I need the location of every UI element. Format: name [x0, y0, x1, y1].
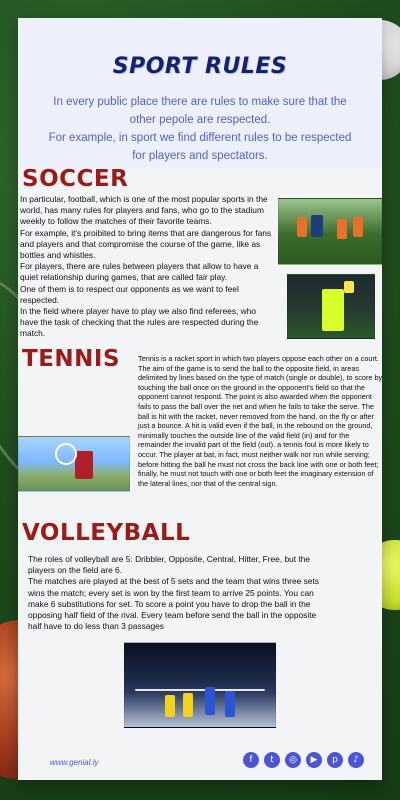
volleyball-photo	[124, 642, 276, 728]
header-panel	[18, 18, 382, 168]
referee-figure	[322, 289, 344, 331]
referee-photo	[287, 274, 375, 339]
volleyball-player-figure	[165, 695, 175, 717]
section-title-tennis: TENNIS	[22, 346, 121, 372]
instagram-icon[interactable]: ◎	[285, 752, 301, 768]
yellow-card-icon	[344, 281, 354, 293]
facebook-icon[interactable]: f	[243, 752, 259, 768]
section-text-volleyball: The roles of volleyball are 5: Dribbler, Opposite, Central, Hitter, Free, but the players on the field are 6. The matches are played at the best of 5 sets and the team that wins three sets wins the match; every set is won by the first team to arrive 25 points. You can make 6 substitutions for set. To score a point you have to drop the ball in the opposing half field of the rival. Every team before send the ball in the opposite half have to do less than 3 passages	[28, 554, 319, 632]
page-title: SPORT RULES	[112, 54, 288, 79]
player-figure	[353, 217, 363, 237]
section-title-soccer: SOCCER	[22, 166, 129, 192]
twitter-icon[interactable]: t	[264, 752, 280, 768]
social-icons	[243, 752, 364, 768]
player-figure	[297, 217, 307, 237]
tennis-photo	[18, 436, 130, 492]
intro-text: In every public place there are rules to make sure that the other pepole are respected. For example, in sport we find different rules to be respected for players and spectators.	[48, 96, 352, 162]
section-text-tennis: Tennis is a racket sport in which two players oppose each other on a court. The aim of the game is to send the ball to the opposite field, in areas delimited by lines based on the type of match (single or double), to score by touching the ball once on the ground in the opponent's field so that the opponent cannot respond. The point is also awarded when the opponent fails to pass the ball over the net and when he fails to take the serve. The ball is hit with the racket, never removed from the hand, on the fly or after just a bounce. A hit is valid even if the ball, in the rebound on the ground, minimally touches the outside line of the valid field (in) and for the remainder the invalid part of the field (out). a tennis foul is more likely to occur. The player at bat, in fact, must neither walk nor run while serving; before hitting the ball he must not cross the back line with one or both feet; finally, he must not touch with one or both feet the imaginary extension of the lateral lines, nor that of the central sign.	[138, 354, 383, 488]
player-figure	[337, 219, 347, 239]
content-card	[18, 18, 382, 780]
volleyball-player-figure	[183, 693, 193, 717]
youtube-icon[interactable]: ▶	[306, 752, 322, 768]
volleyball-net	[135, 689, 265, 691]
footer-website-link[interactable]: www.genial.ly	[50, 758, 99, 767]
soccer-players-photo	[278, 198, 382, 265]
tennis-player-figure	[75, 451, 93, 479]
tennis-racket-icon	[55, 443, 77, 465]
volleyball-player-figure	[225, 691, 235, 717]
pinterest-icon[interactable]: p	[327, 752, 343, 768]
section-text-soccer: In particular, football, which is one of the most popular sports in the world, has many rules for players and fans, who go to the stadium weekly to follow the matches of their favorite teams. For example, it's proibited to bring items that are dangerous for fans and players and that compromise the course of the game, like as bottles and whistles. For players, there are rules between players that allow to have a quiet relationship during games, that are called fair play. One of them is to respect our opponents as we want to feel respected. In the field where player have to play we also find referees, who have the task of checking that the rules are respected during the match.	[20, 194, 272, 339]
volleyball-player-figure	[205, 687, 215, 715]
section-title-volleyball: VOLLEYBALL	[22, 520, 191, 546]
footer	[18, 734, 382, 780]
tiktok-icon[interactable]: ♪	[348, 752, 364, 768]
player-figure	[311, 215, 323, 237]
